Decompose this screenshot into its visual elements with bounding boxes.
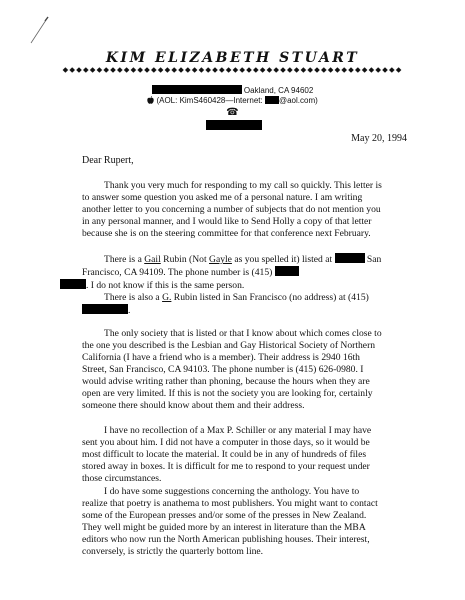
text-run: as you spelled it) listed at <box>231 254 335 265</box>
redaction-bar <box>152 85 242 94</box>
address-line <box>0 85 465 96</box>
paragraph-gail-rubin <box>82 253 384 292</box>
city-line: Oakland, CA 94602 <box>243 86 314 95</box>
text-run: There is also a <box>104 292 163 303</box>
redaction-bar <box>265 96 279 104</box>
redaction-bar <box>82 304 131 316</box>
contact-line <box>0 96 465 106</box>
paragraph-anthology: I do have some suggestions concerning the anthology. You have to realize that poetry is anathema to most publishers. You might want to contact some of the European presses and/or some of the presses in New Zealand. They well might be guided more by an interest in literature than the MBA editors who now run the North American publishing houses. Their interest, conversely, is strictly the quarterly bottom line. <box>82 486 378 557</box>
letterhead-name: KIM ELIZABETH STUART <box>105 50 360 66</box>
redaction-bar <box>60 279 86 289</box>
salutation: Dear Rupert, <box>82 155 134 166</box>
diamond-rule <box>62 67 402 73</box>
text-run: . I do not know if this is the same person. <box>86 280 245 291</box>
redaction-bar <box>275 266 299 276</box>
pencil-mark <box>30 16 50 44</box>
text-run: Rubin (Not <box>160 254 210 265</box>
contact-suffix: @aol.com) <box>278 96 318 105</box>
underlined-name: Gayle <box>209 254 232 265</box>
paragraph-max-schiller: I have no recollection of a Max P. Schiller or any material I may have sent you about him. I did not have a computer in those days, so it would be most difficult to locate the material. It could be in any of hundreds of files stored away in boxes. It is difficult for me to respond to your request under those circumstances. <box>82 425 372 484</box>
underlined-name: G. <box>162 292 172 303</box>
text-run: . <box>128 305 131 316</box>
telephone-icon: ☎ <box>226 107 239 118</box>
redaction-bar <box>206 120 262 130</box>
paragraph-g-rubin <box>82 292 384 317</box>
text-run: There is a <box>104 254 145 265</box>
paragraph-historical-society: The only society that is listed or that I know about which comes close to the one you described is the Lesbian and Gay Historical Society of Northern California (I have a friend who is a member). Their address is 2940 16th Street, San Francisco, CA 94103. The phone number is (415) 626-0980. I would advise writing rather than phoning, because the hours when they are open are very limited. If this is not the society you are looking for, certainly someone there should know about them and their address. <box>82 328 382 411</box>
contact-prefix: (AOL: KimS460428—Internet: <box>156 96 263 105</box>
letter-date: May 20, 1994 <box>351 133 407 144</box>
text-run: Rubin listed in San Francisco (no address) at (415) <box>171 292 369 303</box>
underlined-name: Gail <box>144 254 161 265</box>
redaction-bar <box>335 253 365 263</box>
text-run: San Francisco, CA 94109. The phone number is (415) <box>82 254 382 278</box>
paragraph-response: Thank you very much for responding to my call so quickly. This letter is to answer some question you asked me of a personal nature. I am writing another letter to you concerning a number of subjects that do not mention you in any personal manner, and I would like to Send Holly a copy of that letter because she is on the steering committee for that conference next February. <box>82 180 382 239</box>
